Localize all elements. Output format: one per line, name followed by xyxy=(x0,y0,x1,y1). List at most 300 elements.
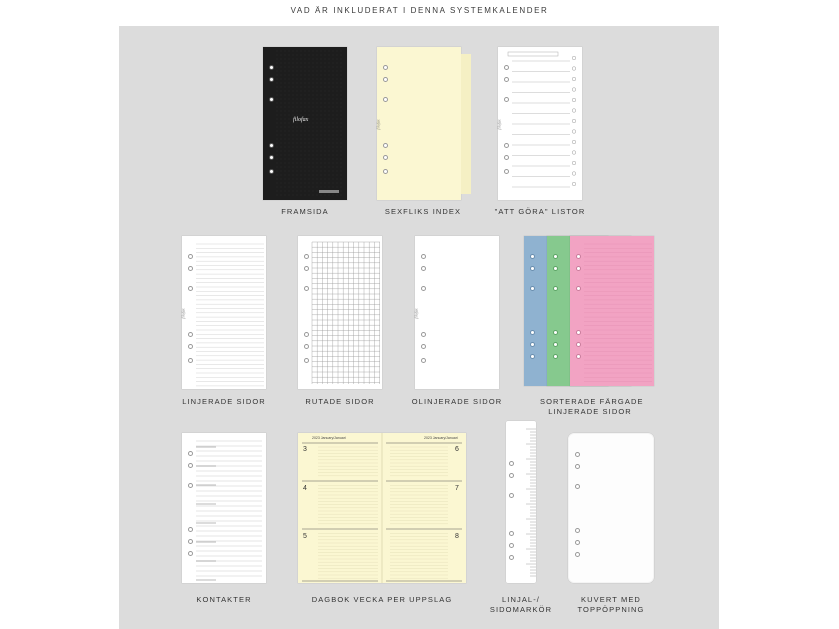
pattern-dot xyxy=(293,179,294,180)
pattern-dot xyxy=(313,147,314,148)
pattern-dot xyxy=(325,183,326,184)
pattern-dot xyxy=(277,155,278,156)
pattern-dot xyxy=(325,175,326,176)
pattern-dot xyxy=(305,83,306,84)
pattern-dot xyxy=(305,159,306,160)
pattern-dot xyxy=(329,123,330,124)
pattern-dot xyxy=(305,87,306,88)
pattern-dot xyxy=(305,75,306,76)
plain-page xyxy=(415,236,499,389)
pattern-dot xyxy=(321,63,322,64)
pattern-dot xyxy=(301,59,302,60)
pattern-dot xyxy=(313,51,314,52)
pattern-dot xyxy=(325,79,326,80)
pattern-dot xyxy=(285,143,286,144)
todo-lines xyxy=(498,47,582,200)
ring-holes xyxy=(188,236,194,389)
pattern-dot xyxy=(297,63,298,64)
pattern-dot xyxy=(293,147,294,148)
pattern-dot xyxy=(329,159,330,160)
pattern-dot xyxy=(317,75,318,76)
diary-year-right: 2023 January/Januari xyxy=(424,436,458,440)
pattern-dot xyxy=(301,147,302,148)
pattern-dot xyxy=(337,107,338,108)
pattern-dot xyxy=(309,155,310,156)
pattern-dot xyxy=(293,51,294,52)
pattern-dot xyxy=(333,111,334,112)
pattern-dot xyxy=(301,179,302,180)
pattern-dot xyxy=(337,83,338,84)
pattern-dot xyxy=(297,107,298,108)
pattern-dot xyxy=(333,151,334,152)
lined-page xyxy=(182,236,266,389)
pattern-dot xyxy=(317,67,318,68)
pattern-dot xyxy=(293,83,294,84)
pattern-dot xyxy=(289,71,290,72)
pattern-dot xyxy=(297,83,298,84)
pattern-dot xyxy=(313,167,314,168)
pattern-dot xyxy=(317,79,318,80)
pattern-dot xyxy=(281,51,282,52)
pattern-dot xyxy=(329,127,330,128)
pattern-dot xyxy=(321,167,322,168)
pattern-dot xyxy=(317,103,318,104)
checkbox-circle xyxy=(572,119,576,123)
pattern-dot xyxy=(293,103,294,104)
label-linjal xyxy=(471,595,571,615)
pattern-dot xyxy=(285,115,286,116)
pattern-dot xyxy=(297,75,298,76)
pattern-dot xyxy=(317,147,318,148)
pattern-dot xyxy=(281,83,282,84)
pattern-dot xyxy=(297,151,298,152)
pattern-dot xyxy=(285,151,286,152)
pattern-dot xyxy=(321,131,322,132)
pattern-dot xyxy=(289,167,290,168)
pattern-dot xyxy=(337,143,338,144)
pattern-dot xyxy=(309,95,310,96)
pattern-dot xyxy=(317,63,318,64)
pattern-dot xyxy=(281,75,282,76)
pattern-dot xyxy=(333,135,334,136)
pattern-dot xyxy=(325,83,326,84)
pattern-dot xyxy=(309,71,310,72)
pattern-dot xyxy=(313,171,314,172)
pattern-dot xyxy=(321,175,322,176)
pattern-dot xyxy=(277,51,278,52)
day-num: 6 xyxy=(455,446,459,453)
pattern-dot xyxy=(321,95,322,96)
pattern-dot xyxy=(281,127,282,128)
pattern-dot xyxy=(341,107,342,108)
pattern-dot xyxy=(277,59,278,60)
pattern-dot xyxy=(305,183,306,184)
pattern-dot xyxy=(333,175,334,176)
pattern-dot xyxy=(277,151,278,152)
pattern-dot xyxy=(285,71,286,72)
pattern-dot xyxy=(285,83,286,84)
checkbox-circle xyxy=(572,182,576,186)
pattern-dot xyxy=(337,123,338,124)
pattern-dot xyxy=(289,63,290,64)
pattern-dot xyxy=(301,135,302,136)
pattern-dot xyxy=(325,55,326,56)
pattern-dot xyxy=(281,115,282,116)
pattern-dot xyxy=(321,75,322,76)
pattern-dot xyxy=(317,191,318,192)
pattern-dot xyxy=(313,191,314,192)
pattern-dot xyxy=(293,59,294,60)
ring-holes xyxy=(383,47,389,200)
pattern-dot xyxy=(301,171,302,172)
pattern-dot xyxy=(317,83,318,84)
pattern-dot xyxy=(341,83,342,84)
pattern-dot xyxy=(329,147,330,148)
pattern-dot xyxy=(285,87,286,88)
pattern-dot xyxy=(289,155,290,156)
pattern-dot xyxy=(293,91,294,92)
pattern-dot xyxy=(313,75,314,76)
pattern-dot xyxy=(285,187,286,188)
pattern-dot xyxy=(313,67,314,68)
pattern-dot xyxy=(309,179,310,180)
pattern-dot xyxy=(341,143,342,144)
pattern-dot xyxy=(297,55,298,56)
pattern-dot xyxy=(277,167,278,168)
pattern-dot xyxy=(313,111,314,112)
pattern-dot xyxy=(309,115,310,116)
pattern-dot xyxy=(329,151,330,152)
pattern-dot xyxy=(297,191,298,192)
pattern-dot xyxy=(313,183,314,184)
pattern-dot xyxy=(325,135,326,136)
pattern-dot xyxy=(325,163,326,164)
pattern-dot xyxy=(305,135,306,136)
pattern-dot xyxy=(337,163,338,164)
pattern-dot xyxy=(337,55,338,56)
pattern-dot xyxy=(297,171,298,172)
pattern-dot xyxy=(333,115,334,116)
pattern-dot xyxy=(321,151,322,152)
ring-holes xyxy=(269,47,275,200)
pattern-dot xyxy=(289,95,290,96)
pattern-dot xyxy=(301,191,302,192)
pattern-dot xyxy=(321,59,322,60)
pattern-dot xyxy=(329,163,330,164)
pattern-dot xyxy=(341,55,342,56)
pattern-dot xyxy=(301,115,302,116)
pattern-dot xyxy=(297,167,298,168)
pattern-dot xyxy=(329,135,330,136)
pattern-dot xyxy=(277,163,278,164)
pattern-dot xyxy=(333,127,334,128)
pattern-dot xyxy=(337,167,338,168)
pattern-dot xyxy=(277,99,278,100)
pattern-dot xyxy=(313,87,314,88)
pattern-dot xyxy=(321,107,322,108)
pattern-dot xyxy=(281,163,282,164)
pattern-dot xyxy=(333,179,334,180)
pattern-dot xyxy=(305,143,306,144)
pattern-dot xyxy=(341,71,342,72)
pattern-dot xyxy=(313,159,314,160)
pattern-dot xyxy=(309,131,310,132)
pattern-dot xyxy=(313,103,314,104)
pattern-dot xyxy=(301,103,302,104)
pattern-dot xyxy=(329,143,330,144)
pattern-dot xyxy=(285,127,286,128)
pattern-dot xyxy=(301,151,302,152)
pattern-dot xyxy=(293,63,294,64)
pattern-dot xyxy=(329,67,330,68)
cover-footer-mark xyxy=(319,190,339,193)
pattern-dot xyxy=(309,79,310,80)
checkbox-circle xyxy=(572,161,576,165)
pattern-dot xyxy=(293,55,294,56)
pattern-dot xyxy=(341,99,342,100)
pattern-dot xyxy=(289,115,290,116)
pattern-dot xyxy=(281,139,282,140)
pattern-dot xyxy=(305,131,306,132)
pattern-dot xyxy=(277,107,278,108)
pattern-dot xyxy=(333,143,334,144)
pattern-dot xyxy=(341,159,342,160)
pattern-dot xyxy=(293,79,294,80)
pattern-dot xyxy=(317,127,318,128)
pattern-dot xyxy=(325,147,326,148)
pattern-dot xyxy=(329,155,330,156)
pattern-dot xyxy=(305,99,306,100)
page-brand: filofax xyxy=(375,119,381,130)
diary-spread xyxy=(298,433,466,583)
pattern-dot xyxy=(333,99,334,100)
day-num: 4 xyxy=(303,485,307,492)
pattern-dot xyxy=(329,79,330,80)
pattern-dot xyxy=(341,187,342,188)
pattern-dot xyxy=(313,83,314,84)
pattern-dot xyxy=(337,179,338,180)
pattern-dot xyxy=(281,79,282,80)
pattern-dot xyxy=(289,119,290,120)
pattern-dot xyxy=(277,175,278,176)
pattern-dot xyxy=(321,55,322,56)
cover-logo: filofax xyxy=(293,117,309,123)
pattern-dot xyxy=(289,147,290,148)
pattern-dot xyxy=(317,143,318,144)
label-att-gora-listor: "ATT GÖRA" LISTOR xyxy=(494,207,586,216)
pattern-dot xyxy=(341,179,342,180)
pattern-dot xyxy=(337,187,338,188)
label-line-1: KUVERT MED xyxy=(581,595,641,604)
pattern-dot xyxy=(341,175,342,176)
pattern-dot xyxy=(281,155,282,156)
pattern-dot xyxy=(325,67,326,68)
pattern-dot xyxy=(341,95,342,96)
pattern-dot xyxy=(305,71,306,72)
pattern-dot xyxy=(325,87,326,88)
pattern-dot xyxy=(277,55,278,56)
pattern-dot xyxy=(289,79,290,80)
pattern-dot xyxy=(321,71,322,72)
cover-pattern xyxy=(263,47,347,200)
pattern-dot xyxy=(317,171,318,172)
pattern-dot xyxy=(317,115,318,116)
ring-holes xyxy=(421,236,427,389)
pattern-dot xyxy=(297,127,298,128)
pattern-dot xyxy=(333,163,334,164)
pattern-dot xyxy=(341,191,342,192)
pattern-dot xyxy=(309,127,310,128)
pattern-dot xyxy=(281,103,282,104)
day-num: 8 xyxy=(455,533,459,540)
pattern-dot xyxy=(289,187,290,188)
pattern-dot xyxy=(329,91,330,92)
pattern-dot xyxy=(341,59,342,60)
pattern-dot xyxy=(337,159,338,160)
pattern-dot xyxy=(317,99,318,100)
pattern-dot xyxy=(321,139,322,140)
pattern-dot xyxy=(333,87,334,88)
pattern-dot xyxy=(329,55,330,56)
pattern-dot xyxy=(325,195,326,196)
pattern-dot xyxy=(329,83,330,84)
pattern-dot xyxy=(281,63,282,64)
pattern-dot xyxy=(281,95,282,96)
pattern-dot xyxy=(309,103,310,104)
pattern-dot xyxy=(285,175,286,176)
label-dagbok: DAGBOK VECKA PER UPPSLAG xyxy=(311,595,453,604)
pattern-dot xyxy=(321,163,322,164)
pattern-dot xyxy=(309,191,310,192)
pattern-dot xyxy=(321,127,322,128)
pattern-dot xyxy=(285,103,286,104)
pattern-dot xyxy=(337,155,338,156)
pattern-dot xyxy=(293,67,294,68)
pattern-dot xyxy=(289,75,290,76)
pattern-dot xyxy=(301,67,302,68)
pattern-dot xyxy=(313,59,314,60)
checkbox-circle xyxy=(572,56,576,60)
squared-page xyxy=(298,236,382,389)
pattern-dot xyxy=(277,67,278,68)
pattern-dot xyxy=(325,131,326,132)
pattern-dot xyxy=(333,59,334,60)
pattern-dot xyxy=(309,99,310,100)
pattern-dot xyxy=(321,119,322,120)
pattern-dot xyxy=(289,103,290,104)
pattern-dot xyxy=(337,195,338,196)
label-olinjerade-sidor: OLINJERADE SIDOR xyxy=(411,397,503,406)
pattern-dot xyxy=(309,63,310,64)
pattern-dot xyxy=(285,63,286,64)
pattern-dot xyxy=(305,167,306,168)
pattern-dot xyxy=(293,143,294,144)
pattern-dot xyxy=(313,119,314,120)
pattern-dot xyxy=(329,111,330,112)
pattern-dot xyxy=(277,143,278,144)
pattern-dot xyxy=(289,143,290,144)
pattern-dot xyxy=(317,135,318,136)
pattern-dot xyxy=(305,163,306,164)
pattern-dot xyxy=(329,131,330,132)
pattern-dot xyxy=(317,55,318,56)
pattern-dot xyxy=(285,155,286,156)
pattern-dot xyxy=(301,63,302,64)
day-num: 5 xyxy=(303,533,307,540)
pattern-dot xyxy=(289,135,290,136)
pattern-dot xyxy=(321,51,322,52)
pattern-dot xyxy=(297,99,298,100)
pattern-dot xyxy=(277,119,278,120)
pattern-dot xyxy=(341,123,342,124)
page-heading: VAD ÄR INKLUDERAT I DENNA SYSTEMKALENDER xyxy=(290,6,549,15)
pattern-dot xyxy=(301,79,302,80)
pattern-dot xyxy=(329,183,330,184)
pattern-dot xyxy=(341,195,342,196)
pattern-dot xyxy=(309,111,310,112)
pattern-dot xyxy=(337,87,338,88)
pattern-dot xyxy=(309,159,310,160)
label-kontakter: KONTAKTER xyxy=(196,595,252,604)
pattern-dot xyxy=(281,191,282,192)
ring-holes xyxy=(575,434,581,582)
pattern-dot xyxy=(297,111,298,112)
pattern-dot xyxy=(301,183,302,184)
pattern-dot xyxy=(341,51,342,52)
pattern-dot xyxy=(309,139,310,140)
pattern-dot xyxy=(305,171,306,172)
pattern-dot xyxy=(293,75,294,76)
pattern-dot xyxy=(285,79,286,80)
pattern-dot xyxy=(281,151,282,152)
pattern-dot xyxy=(313,95,314,96)
pattern-dot xyxy=(293,151,294,152)
pattern-dot xyxy=(325,151,326,152)
pattern-dot xyxy=(281,175,282,176)
pattern-dot xyxy=(329,107,330,108)
pattern-dot xyxy=(277,171,278,172)
pattern-dot xyxy=(317,139,318,140)
pattern-dot xyxy=(301,51,302,52)
pattern-dot xyxy=(305,63,306,64)
pattern-dot xyxy=(293,175,294,176)
pattern-dot xyxy=(277,191,278,192)
pattern-dot xyxy=(341,87,342,88)
pattern-dot xyxy=(325,159,326,160)
pattern-dot xyxy=(313,135,314,136)
pattern-dot xyxy=(293,107,294,108)
pattern-dot xyxy=(341,119,342,120)
pattern-dot xyxy=(281,171,282,172)
pattern-dot xyxy=(329,99,330,100)
pattern-dot xyxy=(281,119,282,120)
pattern-dot xyxy=(341,103,342,104)
pattern-dot xyxy=(277,139,278,140)
pattern-dot xyxy=(313,123,314,124)
pattern-dot xyxy=(333,107,334,108)
pattern-dot xyxy=(281,179,282,180)
pattern-dot xyxy=(297,187,298,188)
checkbox-circle xyxy=(572,109,576,113)
pattern-dot xyxy=(285,195,286,196)
pattern-dot xyxy=(309,183,310,184)
label-rutade-sidor: RUTADE SIDOR xyxy=(305,397,375,406)
pattern-dot xyxy=(305,55,306,56)
pattern-dot xyxy=(293,163,294,164)
pattern-dot xyxy=(309,123,310,124)
pattern-dot xyxy=(333,51,334,52)
pattern-dot xyxy=(285,107,286,108)
